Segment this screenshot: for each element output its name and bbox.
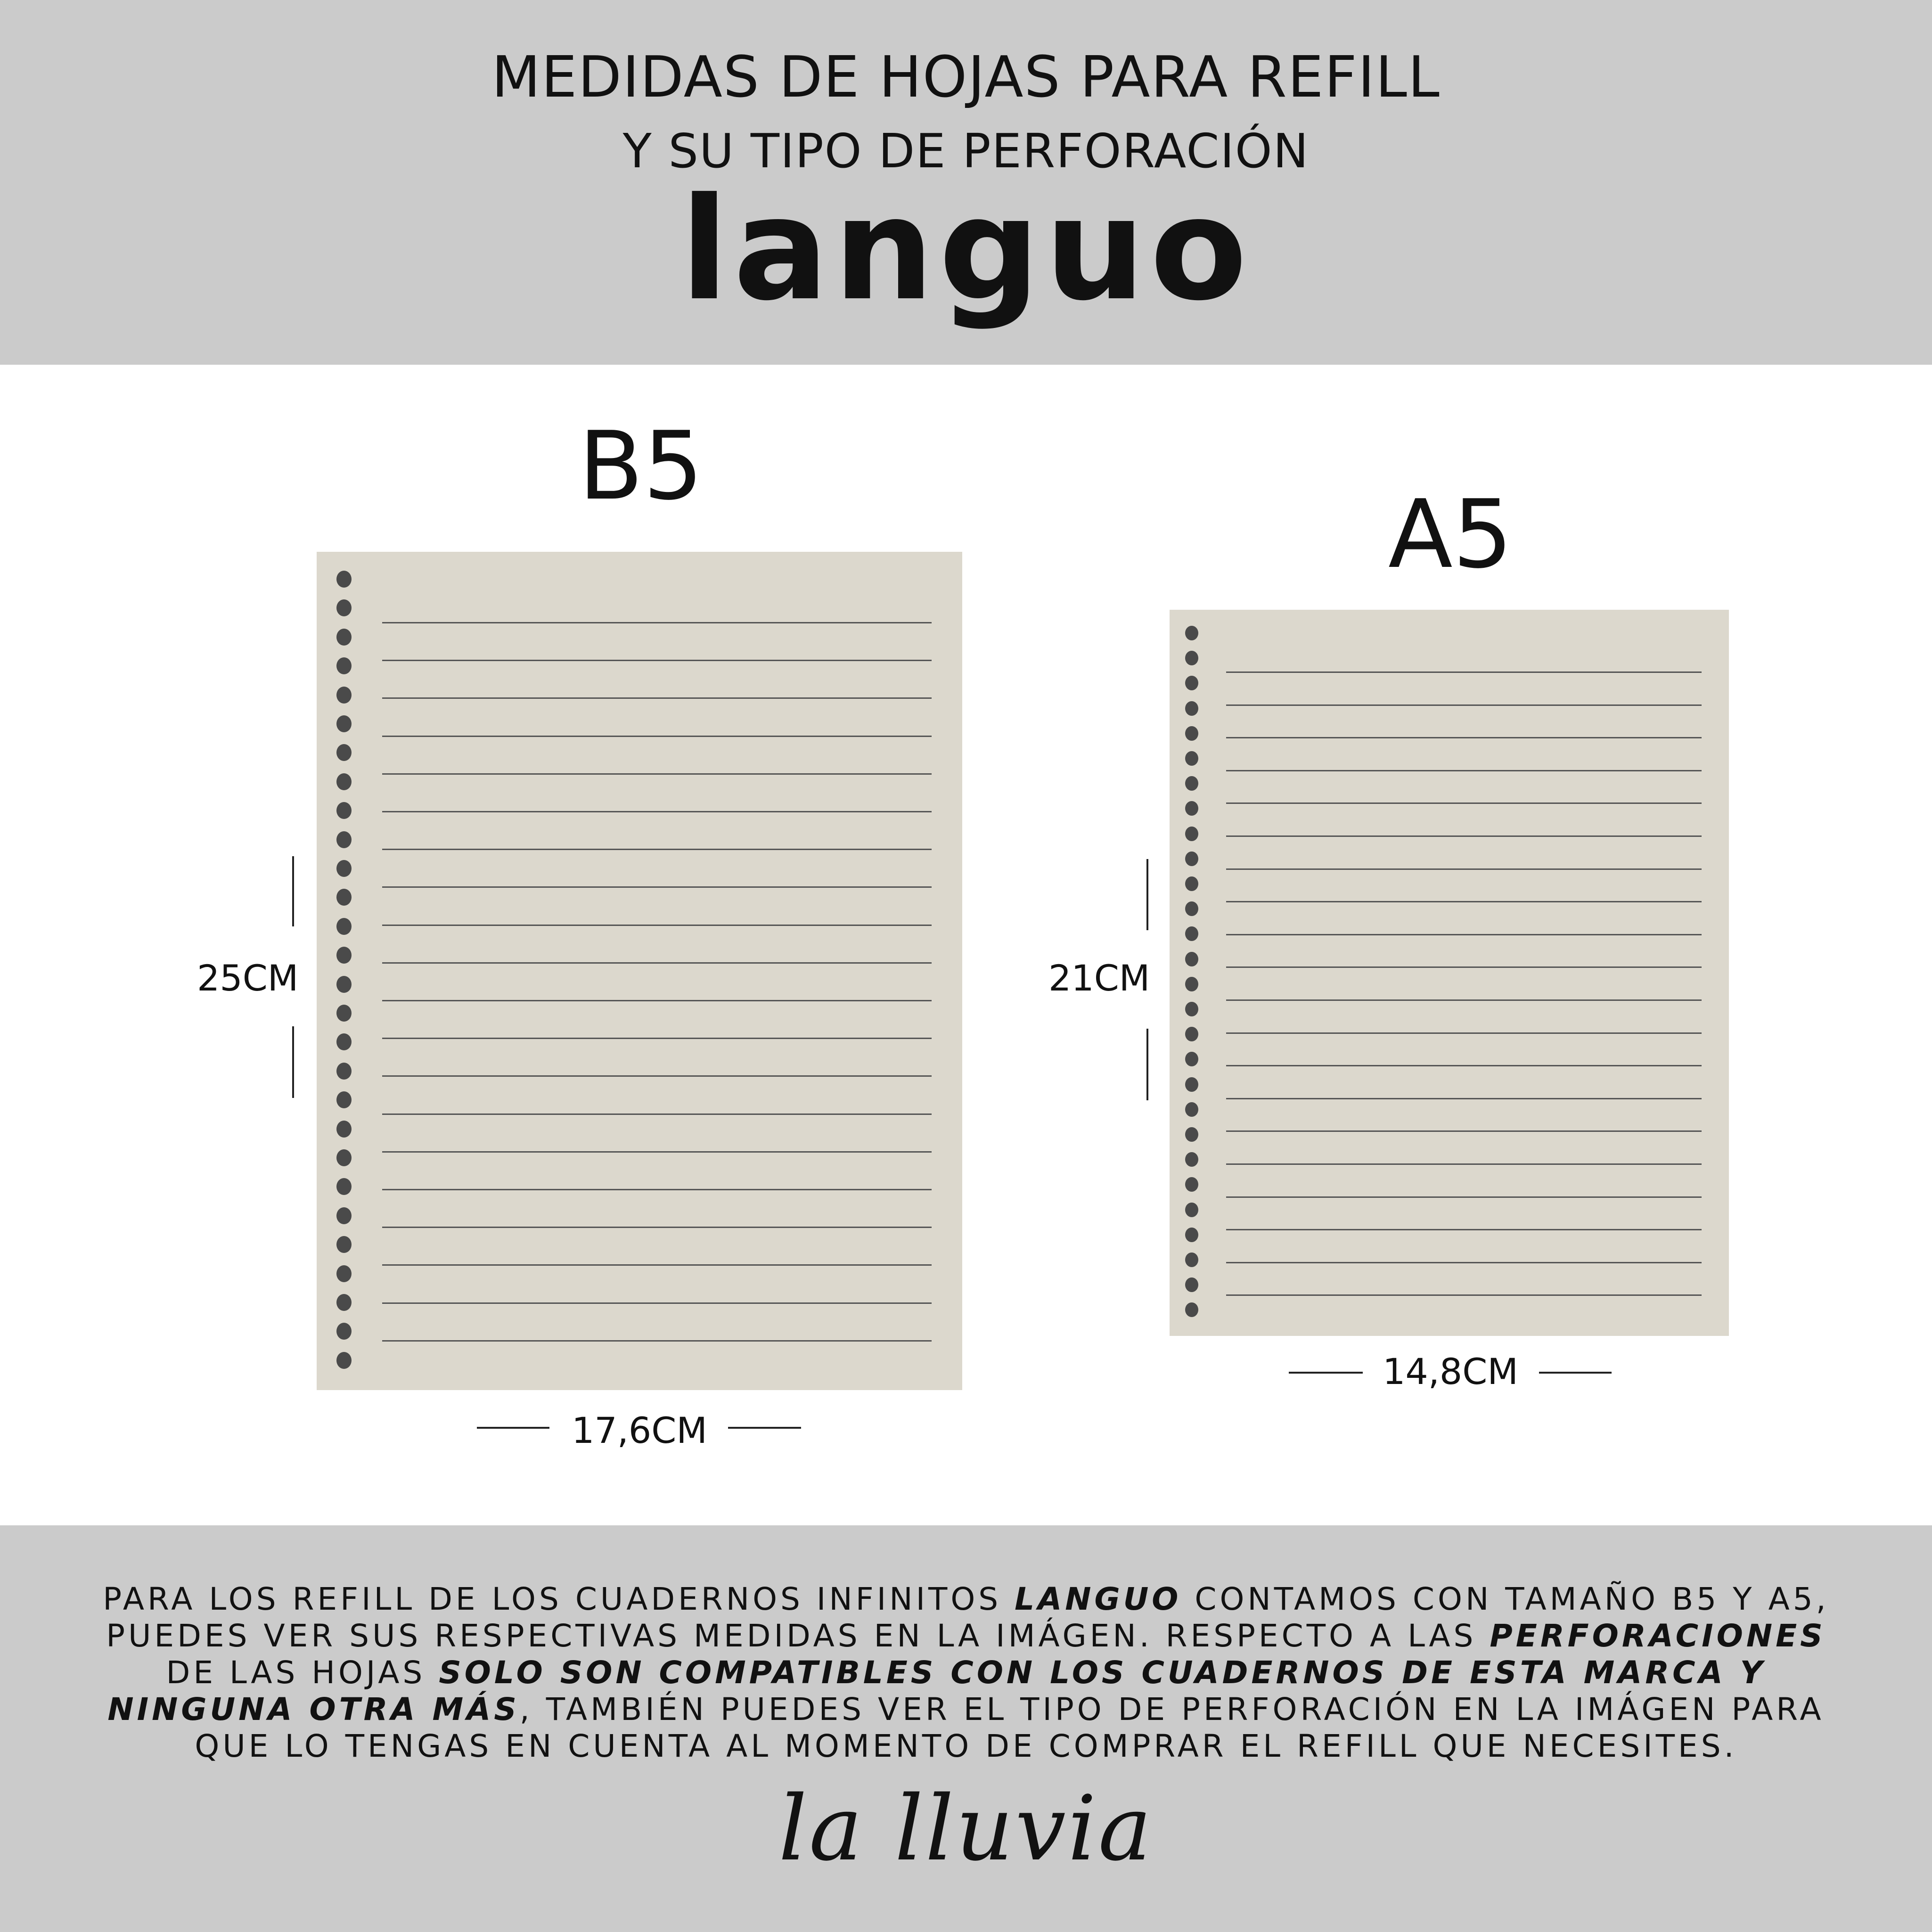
perforation-hole [1185, 726, 1198, 741]
perforation-hole [336, 947, 352, 964]
ruled-line [382, 1038, 932, 1039]
ruled-line [1226, 1294, 1702, 1296]
a5-height-tick-bottom [1146, 1029, 1148, 1100]
ruled-line [382, 1113, 932, 1115]
footer-text-emphasis: PERFORACIONES [1490, 1618, 1826, 1654]
a5-label: A5 [1388, 480, 1513, 589]
perforation-hole [1185, 1127, 1198, 1142]
perforation-hole [336, 1323, 352, 1340]
perforation-hole [336, 802, 352, 819]
perforation-hole [1185, 701, 1198, 716]
la-lluvia-logo: la lluvia [778, 1776, 1154, 1881]
ruled-line [1226, 770, 1702, 771]
ruled-line [1226, 934, 1702, 935]
a5-width-tick-right [1539, 1372, 1612, 1374]
ruled-line [382, 1075, 932, 1077]
perforation-hole [336, 1352, 352, 1369]
perforation-hole [1185, 1177, 1198, 1192]
perforation-hole [1185, 1052, 1198, 1066]
perforation-hole [336, 1265, 352, 1282]
perforation-hole [1185, 1027, 1198, 1041]
ruled-line [1226, 1262, 1702, 1263]
ruled-line [1226, 835, 1702, 837]
perforation-hole [336, 889, 352, 906]
ruled-line [382, 1264, 932, 1266]
perforation-hole [336, 1236, 352, 1253]
perforation-hole [1185, 1203, 1198, 1217]
ruled-line [1226, 1196, 1702, 1198]
perforation-hole [336, 860, 352, 877]
ruled-line [382, 622, 932, 623]
perforation-hole [1185, 676, 1198, 690]
footer-text-emphasis: LANGUO [1015, 1581, 1182, 1617]
perforation-hole [336, 831, 352, 848]
footer-description [94, 1581, 1838, 1765]
ruled-line [1226, 1130, 1702, 1132]
footer-text-segment: CONTAMOS CON TAMAÑO B5 Y A5, PUEDES VER SUS RESPECTIVAS MEDIDAS EN LA IMÁGEN. RESPECTO A LAS [106, 1581, 1829, 1654]
ruled-line [1226, 1229, 1702, 1230]
a5-sheet [1170, 610, 1729, 1336]
perforation-hole [336, 1091, 352, 1108]
perforation-hole [336, 715, 352, 732]
title-line-2: Y SU TIPO DE PERFORACIÓN [622, 123, 1310, 179]
ruled-line [1226, 802, 1702, 804]
perforation-hole [336, 1063, 352, 1080]
b5-label: B5 [578, 411, 704, 521]
perforation-hole [336, 1149, 352, 1166]
ruled-line [382, 1151, 932, 1153]
ruled-line [1226, 1065, 1702, 1066]
perforation-hole [1185, 751, 1198, 766]
ruled-line [1226, 1163, 1702, 1165]
ruled-line [382, 660, 932, 661]
perforation-hole [1185, 801, 1198, 816]
perforation-hole [1185, 626, 1198, 640]
b5-height-label: 25CM [197, 957, 299, 999]
ruled-line [1226, 868, 1702, 870]
ruled-line [1226, 999, 1702, 1001]
ruled-line [382, 849, 932, 850]
perforation-hole [1185, 827, 1198, 841]
perforation-hole [1185, 851, 1198, 866]
b5-height-tick-top [292, 856, 294, 926]
b5-width-label: 17,6CM [572, 1409, 707, 1451]
perforation-hole [336, 1294, 352, 1311]
b5-height-tick-bottom [292, 1026, 294, 1098]
perforation-hole [336, 976, 352, 993]
perforation-hole [1185, 952, 1198, 966]
ruled-line [382, 811, 932, 812]
perforation-hole [1185, 776, 1198, 791]
ruled-line [382, 1000, 932, 1001]
perforation-hole [336, 571, 352, 588]
ruled-line [1226, 1032, 1702, 1034]
perforation-hole [1185, 876, 1198, 891]
perforation-hole [1185, 1102, 1198, 1117]
perforation-hole [336, 1033, 352, 1050]
ruled-line [382, 1340, 932, 1342]
perforation-hole [336, 599, 352, 616]
languo-logo: languo [680, 167, 1252, 332]
ruled-line [1226, 704, 1702, 706]
title-line-1: MEDIDAS DE HOJAS PARA REFILL [491, 45, 1441, 110]
perforation-hole [336, 744, 352, 761]
perforation-hole [1185, 901, 1198, 916]
perforation-hole [336, 629, 352, 646]
ruled-line [1226, 1098, 1702, 1099]
ruled-line [382, 962, 932, 964]
perforation-hole [1185, 1302, 1198, 1317]
footer-text-segment: PARA LOS REFILL DE LOS CUADERNOS INFINITOS [103, 1581, 1015, 1617]
perforation-hole [1185, 651, 1198, 665]
perforation-hole [1185, 1002, 1198, 1016]
perforation-hole [1185, 1277, 1198, 1292]
ruled-line [382, 1189, 932, 1190]
b5-sheet [317, 552, 962, 1390]
perforation-hole [336, 1207, 352, 1224]
footer-text-segment: , TAMBIÉN PUEDES VER EL TIPO DE PERFORACIÓN EN LA IMÁGEN PARA QUE LO TENGAS EN CUENTA AL MOMENTO DE COMPRAR EL REFILL QUE NECESITES. [195, 1691, 1825, 1764]
ruled-line [1226, 966, 1702, 968]
perforation-hole [336, 918, 352, 935]
perforation-hole [1185, 977, 1198, 991]
ruled-line [1226, 901, 1702, 902]
a5-height-label: 21CM [1048, 957, 1150, 999]
a5-width-tick-left [1289, 1372, 1363, 1374]
perforation-hole [1185, 1077, 1198, 1092]
perforation-hole [336, 687, 352, 704]
footer-text-emphasis: SOLO SON COMPATIBLES CON LOS CUADERNOS DE ESTA MARCA Y NINGUNA OTRA MÁS [107, 1654, 1766, 1727]
b5-width-tick-right [728, 1427, 801, 1429]
perforation-hole [1185, 1152, 1198, 1167]
ruled-line [382, 697, 932, 699]
a5-height-tick-top [1146, 859, 1148, 930]
ruled-line [382, 773, 932, 775]
ruled-line [382, 736, 932, 737]
perforation-hole [1185, 1228, 1198, 1242]
ruled-line [382, 886, 932, 888]
perforation-hole [336, 773, 352, 790]
perforation-hole [336, 657, 352, 674]
ruled-line [382, 1302, 932, 1304]
perforation-hole [336, 1178, 352, 1195]
ruled-line [1226, 737, 1702, 738]
a5-width-label: 14,8CM [1383, 1351, 1518, 1392]
ruled-line [1226, 671, 1702, 673]
ruled-line [382, 1227, 932, 1228]
perforation-hole [336, 1005, 352, 1022]
ruled-line [382, 925, 932, 926]
b5-width-tick-left [477, 1427, 549, 1429]
perforation-hole [1185, 926, 1198, 941]
footer-text-segment: DE LAS HOJAS [166, 1654, 439, 1691]
perforation-hole [1185, 1253, 1198, 1267]
perforation-hole [336, 1121, 352, 1138]
